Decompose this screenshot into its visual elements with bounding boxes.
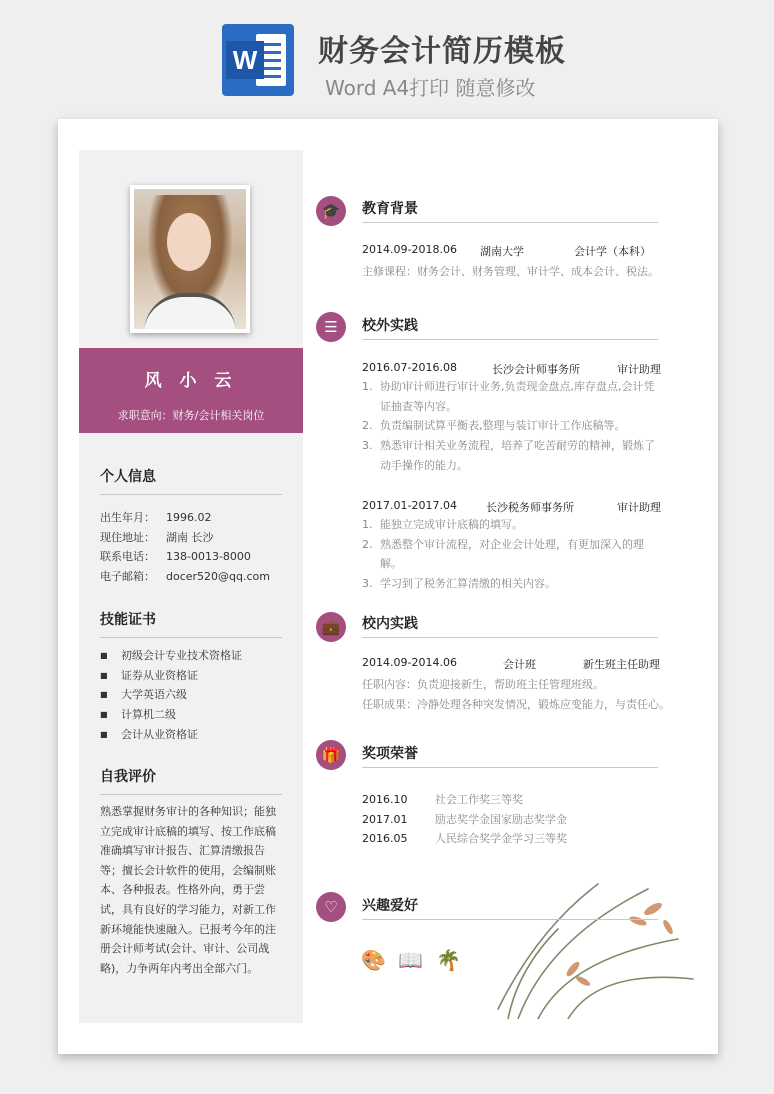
divider — [362, 637, 658, 638]
list-item: 1. 协助审计师进行审计业务,负责现金盘点,库存盘点,会计凭证抽查等内容。 — [362, 380, 655, 413]
personal-info-list — [100, 508, 270, 586]
briefcase-icon: 💼 — [316, 612, 346, 642]
education-heading: 教育背景 — [362, 201, 418, 217]
self-eval-heading: 自我评价 — [100, 766, 282, 795]
external-practice-heading: 校外实践 — [362, 318, 418, 334]
gift-icon: 🎁 — [316, 740, 346, 770]
list-item: 2. 负责编制试算平衡表,整理与装订审计工作底稿等。 — [362, 419, 626, 433]
divider — [362, 339, 658, 340]
banner-title: 财务会计简历模板 — [318, 34, 566, 69]
orchid-decoration — [478, 869, 698, 1019]
sidebar — [79, 150, 303, 1023]
job-duties — [362, 377, 662, 476]
hobbies-heading: 兴趣爱好 — [362, 898, 418, 914]
painting-icon: 🎨 — [361, 948, 386, 972]
skills-list — [100, 646, 242, 745]
list-item: 2. 熟悉整个审计流程，对企业会计处理，有更加深入的理解。 — [362, 537, 644, 571]
list-item: ■ 会计从业资格证 — [100, 725, 242, 745]
name-band — [79, 348, 303, 433]
education-courses: 主修课程：财务会计、财务管理、审计学、成本会计、税法。 — [362, 265, 659, 278]
list-item: 3. 熟悉审计相关业务流程，培养了吃苦耐劳的精神，锻炼了动手操作的能力。 — [362, 439, 655, 472]
list-item: ■ 证券从业资格证 — [100, 666, 242, 686]
list-item: 2017.01 励志奖学金国家励志奖学金 — [362, 812, 567, 826]
job-intent: 求职意向：财务/会计相关岗位 — [117, 409, 265, 422]
internal-result: 任职成果：冷静处理各种突发情况，锻炼应变能力，与责任心。 — [362, 698, 670, 711]
phone-row: 联系电话： 138-0013-8000 — [100, 550, 251, 563]
personal-info-heading: 个人信息 — [100, 466, 282, 495]
list-item: ■ 大学英语六级 — [100, 685, 242, 705]
banner-subtitle: Word A4打印 随意修改 — [325, 76, 536, 100]
address-row: 现住地址： 湖南 长沙 — [100, 530, 214, 544]
self-eval-text: 熟悉掌握财务审计的各种知识；能独立完成审计底稿的填写、按工作底稿准确填写审计报告、汇算清缴报告等；擅长会计软件的使用，会编制账本、各种报表。性格外向，勇于尝试，具有良好的学习能力，对新工作新环境能快速融入。已报考今年的注册会计师考试(会计、审计、公司战略)，力争两年内考出全部六门。 — [100, 805, 276, 975]
resume-page: 风 小 云 求职意向：财务/会计相关岗位 个人信息 出生年月： 1996.02 现住地址： 湖南 长沙 联系电话： 138-0013-8000 电子邮箱： docer520@qq.com 技能证书 ■ 初级会计专业技术资格证 ■ 证券从业资格证 ■ 大学英语六级 ■ 计算机二级 ■ 会计从业资格证 自我评价 熟悉掌握财务审计的各种知识；能独立完成审计底稿的填写、按工作底稿准确填写审计报告、汇算清缴报告等；擅长会计软件的使用，会编制账本、各种报表。性格外向，勇于尝试，具有良好的学习能力，对新工作新环境能快速融入。已报考今年的注册会计师考试(会计、审计、公司战略)，力争两年内考出全部六门。 🎓 教育背景 2014.09-2018.06 湖南大学 会计学（本科） 主修课程：财务会计、财务管理、审计学、成本会计、税法。 ☰ 校外实践 2016.07-2016.08 长沙会计师事务所 审计助理 1. 协助审计师进行审计业务,负责现金盘点,库存盘点,会计凭证抽查等内容。 2. 负责编制试算平衡表,整理与装订审计工作底稿等。 3. 熟悉审计相关业务流程，培养了吃苦耐劳的精神，锻炼了动手操作的能力。 2017.01-2017.04 长沙税务师事务所 审计助理 1. 能独立完成审计底稿的填写。 2. 熟悉整个审计流程，对企业会计处理，有更加深入的理解。 3. 学习到了税务汇算清缴的相关内容。 💼 校内实践 2014.09-2014.06 会计班 新生班主任助理 任职内容：负责迎接新生，帮助班主任管理班级。 任职成果：冷静处理各种突发情况，锻炼应变能力，与责任心。 🎁 奖项荣誉 2016.10 社会工作奖三等奖 2017.01 励志奖学金国家励志奖学金 2016.05 人民综合奖学金学习三等奖 ♡ 兴趣爱好 🎨 📖 🌴 — [58, 119, 718, 1054]
divider — [362, 919, 658, 920]
divider — [362, 222, 658, 223]
template-banner — [0, 0, 774, 118]
awards-heading: 奖项荣誉 — [362, 746, 418, 762]
reading-icon: 📖 — [398, 948, 423, 972]
travel-icon: 🌴 — [436, 948, 461, 972]
word-logo-icon: W — [222, 24, 294, 96]
internal-practice-heading: 校内实践 — [362, 616, 418, 632]
list-item: 3. 学习到了税务汇算清缴的相关内容。 — [362, 577, 556, 591]
email-row: 电子邮箱： docer520@qq.com — [100, 569, 271, 583]
skills-heading: 技能证书 — [100, 609, 282, 638]
job-duties — [362, 515, 662, 594]
list-item: ■ 初级会计专业技术资格证 — [100, 646, 242, 666]
awards-list — [362, 790, 567, 849]
divider — [362, 767, 658, 768]
graduation-cap-icon: 🎓 — [316, 196, 346, 226]
list-item: 1. 能独立完成审计底稿的填写。 — [362, 518, 523, 531]
list-item: ■ 计算机二级 — [100, 705, 242, 725]
list-item: 2016.10 社会工作奖三等奖 — [362, 793, 523, 806]
list-item: 2016.05 人民综合奖学金学习三等奖 — [362, 832, 567, 845]
birth-row: 出生年月： 1996.02 — [100, 511, 212, 524]
heart-icon: ♡ — [316, 892, 346, 922]
candidate-name: 风 小 云 — [144, 371, 238, 391]
profile-photo — [130, 185, 250, 333]
list-icon: ☰ — [316, 312, 346, 342]
internal-content: 任职内容：负责迎接新生，帮助班主任管理班级。 — [362, 678, 604, 691]
